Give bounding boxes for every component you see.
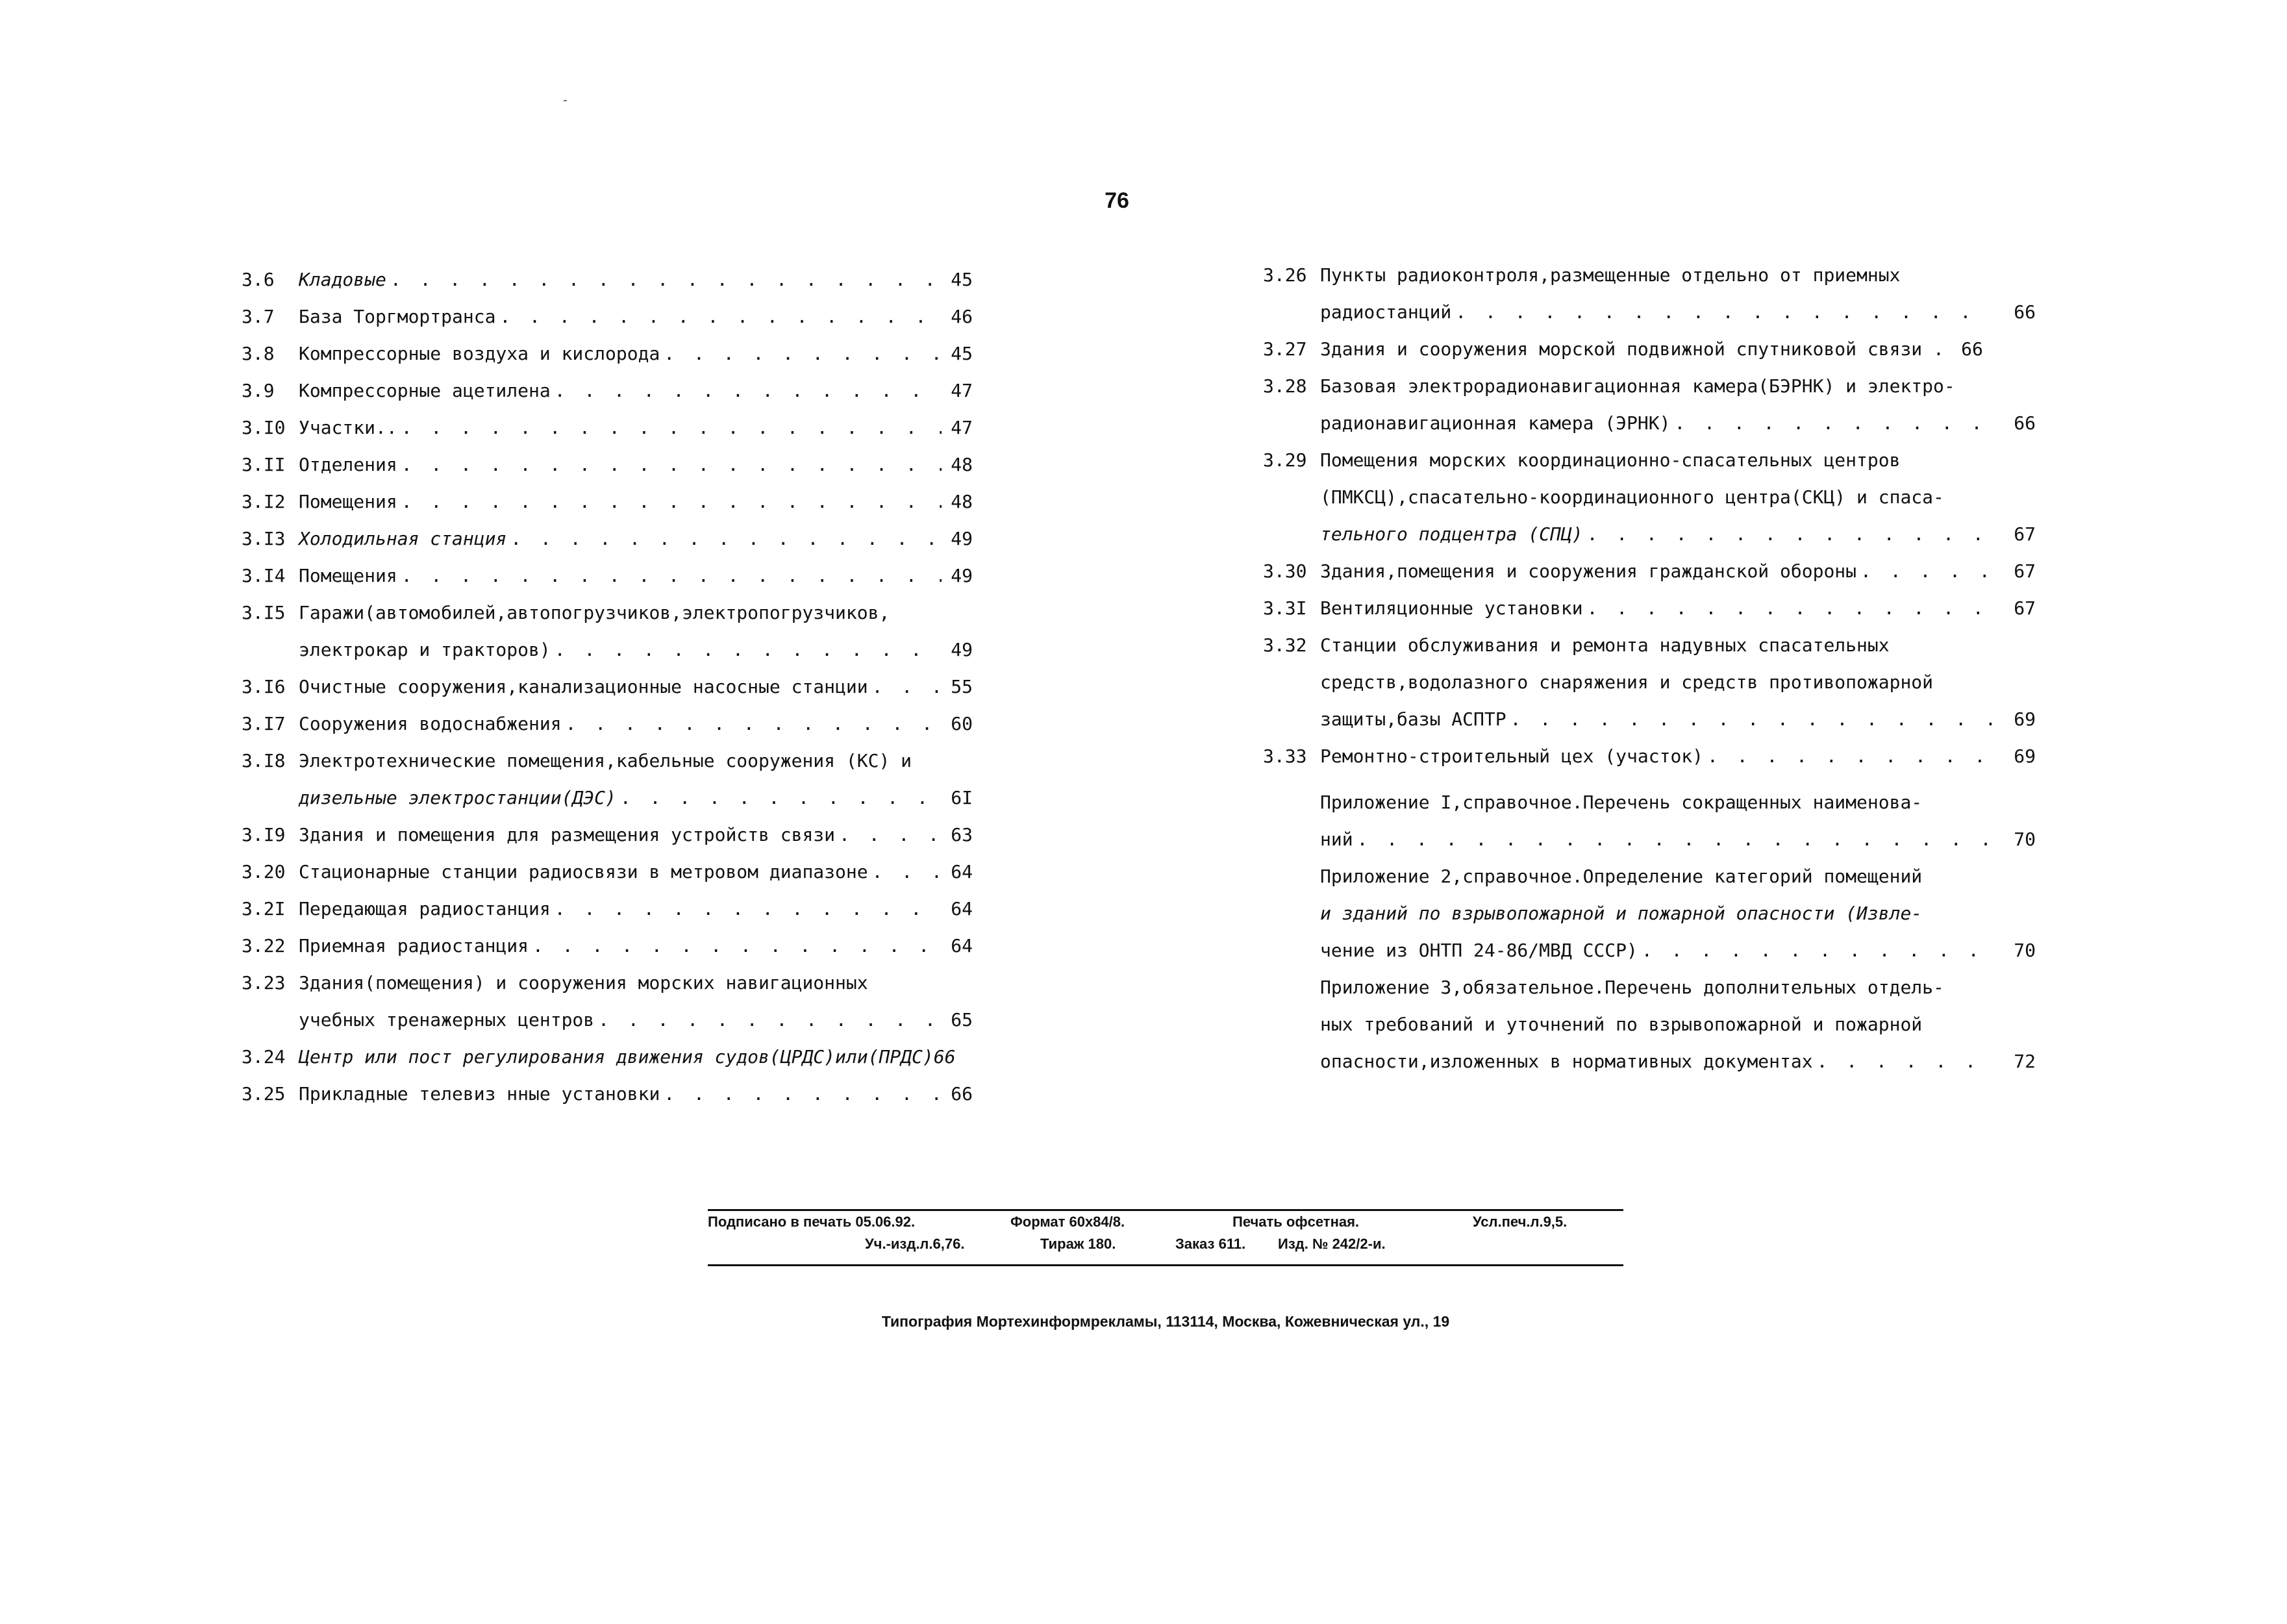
toc-section-number: 3.II [242,454,286,475]
toc-page-number: 70 [2014,940,2036,961]
toc-entry-title: опасности,изложенных в нормативных документах [1320,1051,1813,1072]
toc-entry [242,890,973,927]
toc-line [1320,331,2036,368]
toc-line [1320,368,2036,405]
toc-line [299,409,973,446]
toc-page-number: 45 [951,269,973,290]
toc-entry-body [1320,590,2036,627]
toc-entry-title: Помещения [299,491,397,512]
toc-entry-title: ных требований и уточнений по взрывопожарной и пожарной [1320,1014,1923,1035]
toc-entry-body [299,1075,973,1112]
toc-entry [242,520,973,557]
dot-leader [1357,821,1993,858]
toc-entry [242,446,973,483]
dot-leader [1674,405,1993,442]
toc-entry-body [299,446,973,483]
toc-entry-body [299,261,973,298]
toc-entry-title: Приложение 2,справочное.Определение категорий помещений [1320,866,1923,887]
toc-entry-title: (ПМКСЦ),спасательно-координационного центра(СКЦ) и спаса- [1320,486,1944,508]
toc-line [1320,256,2036,294]
toc-page-number: 46 [951,306,973,327]
dot-leader [664,1075,942,1112]
imprint-run: Тираж 180. [1040,1236,1116,1252]
toc-page-number: 64 [951,861,973,882]
imprint-block [708,1209,1623,1266]
toc-entry [1263,590,2036,627]
toc-entry-title: средств,водолазного снаряжения и средств противопожарной [1320,671,1934,693]
toc-entry-title: Здания(помещения) и сооружения морских навигационных [299,972,868,993]
toc-entry [242,1075,973,1112]
toc-entry-body [299,409,973,446]
toc-entry-body [299,742,973,816]
toc-page-number: 66 [2014,301,2036,323]
appendix-entry [1263,969,2036,1080]
toc-line [1320,895,2036,932]
toc-section-number: 3.24 [242,1046,286,1068]
toc-line [1320,516,2036,553]
toc-line [299,964,973,1001]
toc-line [299,1001,973,1038]
toc-entry-body [299,335,973,372]
toc-section-number: 3.I0 [242,417,286,438]
dot-leader [664,335,942,372]
dot-leader [872,853,942,890]
dot-leader [1707,738,1993,775]
toc-page-number: 69 [2014,708,2036,730]
toc-line [299,594,973,631]
toc-section-number: 3.20 [242,861,286,882]
dot-leader [598,1001,942,1038]
toc-page-number: 66 [1961,338,1983,360]
toc-entry-title: дизельные электростанции(ДЭС) [299,787,616,808]
toc-entry [242,964,973,1038]
toc-entry-title: Участки.. [299,417,397,438]
toc-page-number: 47 [951,380,973,401]
toc-entry [242,1038,973,1075]
toc-line [299,890,973,927]
toc-entry-title: Ремонтно-строительный цех (участок) [1320,745,1704,767]
toc-entry-title: Кладовые [299,269,386,290]
imprint-bottom-rule [708,1264,1623,1266]
appendix-entry [1263,784,2036,858]
toc-line [299,298,973,335]
toc-entry-body [299,927,973,964]
toc-line [1320,479,2036,516]
imprint-order: Заказ 611. [1175,1236,1246,1252]
toc-entry-title: Здания,помещения и сооружения гражданской обороны [1320,560,1857,582]
toc-page-number: 49 [951,528,973,549]
toc-section-number: 3.6 [242,269,275,290]
toc-line [1320,858,2036,895]
toc-entry-body [299,483,973,520]
toc-page-number: 66 [951,1083,973,1105]
toc-entry [1263,256,2036,331]
toc-entry [242,742,973,816]
toc-section-number: 3.I3 [242,528,286,549]
toc-entry-title: Центр или пост регулирования движения судов(ЦРДС)или(ПРДС)66 [299,1046,956,1068]
imprint-row-2 [708,1233,1623,1255]
toc-page-number: 67 [2014,560,2036,582]
toc-line [1320,294,2036,331]
toc-page-number: 65 [951,1009,973,1031]
toc-entry [242,668,973,705]
toc-section-number: 3.8 [242,343,275,364]
toc-entry-title: чение из ОНТП 24-86/МВД СССР) [1320,940,1638,961]
toc-entry-title: Холодильная станция [299,528,507,549]
toc-page-number: 63 [951,824,973,845]
toc-section-number: 3.I9 [242,824,286,845]
toc-line [299,779,973,816]
toc-entry-body [1320,442,2036,553]
toc-entry-title: Приложение I,справочное.Перечень сокращенных наименова- [1320,792,1923,813]
dot-leader [499,298,942,335]
dot-leader [555,890,942,927]
toc-left-column [242,261,973,1112]
toc-entry [242,335,973,372]
toc-entry-body [299,372,973,409]
toc-entry-body [1320,368,2036,442]
toc-section-number: 3.22 [242,935,286,956]
toc-entry-title: Компрессорные воздуха и кислорода [299,343,660,364]
toc-page-number: 6I [951,787,973,808]
toc-line [299,705,973,742]
toc-entry [1263,627,2036,738]
imprint-edition: Изд. № 242/2-и. [1278,1236,1386,1252]
toc-line [1320,590,2036,627]
toc-entry [242,261,973,298]
toc-line [299,372,973,409]
toc-entry-body [1320,331,2036,368]
dot-leader [1817,1043,1993,1080]
dot-leader [1860,553,1993,590]
toc-entry [242,927,973,964]
dot-leader [555,631,942,668]
toc-entry-title: и зданий по взрывопожарной и пожарной опасности (Извле- [1320,903,1923,924]
toc-section-number: 3.30 [1263,560,1307,582]
toc-entry-title: Электротехнические помещения,кабельные сооружения (КС) и [299,750,912,771]
toc-line [1320,442,2036,479]
toc-line [299,557,973,594]
toc-entry-body [299,520,973,557]
toc-right-column [1263,256,2036,1080]
dot-leader [1455,294,1993,331]
toc-entry-body [299,594,973,668]
toc-entry [1263,331,2036,368]
dot-leader [532,927,942,964]
toc-section-number: 3.33 [1263,745,1307,767]
toc-line [1320,627,2036,664]
toc-entry-body [299,1038,973,1075]
page-number: 76 [1105,188,1129,213]
toc-entry-title: База Торгмортранса [299,306,496,327]
toc-entry-body [1320,627,2036,738]
appendix-entry [1263,858,2036,969]
toc-entry [242,594,973,668]
toc-section-number: 3.32 [1263,634,1307,656]
dot-leader [390,261,942,298]
toc-entry-body [299,890,973,927]
toc-entry [242,816,973,853]
imprint-pub-sheets: Уч.-изд.л.6,76. [865,1236,965,1252]
dot-leader [510,520,942,557]
toc-line [1320,969,2036,1006]
toc-section-number: 3.I5 [242,602,286,623]
toc-entry-title: Станции обслуживания и ремонта надувных спасательных [1320,634,1890,656]
toc-entry-body [299,853,973,890]
scan-speck [564,100,567,101]
toc-line [1320,405,2036,442]
toc-entry-body [299,668,973,705]
toc-entry [242,409,973,446]
toc-page-number: 55 [951,676,973,697]
toc-line [1320,701,2036,738]
toc-section-number: 3.28 [1263,375,1307,397]
toc-line [299,816,973,853]
toc-entry-body [299,964,973,1038]
toc-section-number: 3.3I [1263,597,1307,619]
toc-entry-body [1320,738,2036,775]
toc-line [299,335,973,372]
toc-line [1320,664,2036,701]
toc-entry [1263,553,2036,590]
toc-entry-title: радиостанций [1320,301,1452,323]
toc-line [1320,821,2036,858]
toc-section-number: 3.I8 [242,750,286,771]
toc-page-number: 45 [951,343,973,364]
imprint-printing: Печать офсетная. [1232,1214,1360,1230]
toc-section-number: 3.23 [242,972,286,993]
toc-entry-body [1320,256,2036,331]
toc-page-number: 64 [951,898,973,919]
toc-entry-title: Стационарные станции радиосвязи в метровом диапазоне [299,861,868,882]
toc-entry-title: Вентиляционные установки [1320,597,1583,619]
appendix-list [1263,784,2036,1080]
toc-line [299,1038,973,1075]
toc-section-number: 3.I2 [242,491,286,512]
toc-line [299,446,973,483]
dot-leader [1510,701,1993,738]
toc-entry [1263,368,2036,442]
imprint-signed: Подписано в печать 05.06.92. [708,1214,916,1230]
toc-section-number: 3.I4 [242,565,286,586]
printer-line: Типография Мортехинформрекламы, 113114, Москва, Кожевническая ул., 19 [881,1313,1450,1330]
toc-page-number: 66 [2014,412,2036,434]
dot-leader [620,779,942,816]
toc-line [1320,1006,2036,1043]
toc-section-number: 3.27 [1263,338,1307,360]
toc-entry [242,372,973,409]
toc-entry [1263,442,2036,553]
toc-line [299,261,973,298]
toc-section-number: 3.I6 [242,676,286,697]
toc-line [1320,932,2036,969]
toc-page-number: 70 [2014,829,2036,850]
toc-entry-title: Здания и помещения для размещения устройств связи [299,824,836,845]
toc-entry-title: Пункты радиоконтроля,размещенные отдельно от приемных [1320,264,1901,286]
toc-entry-body [299,816,973,853]
toc-line [299,927,973,964]
dot-leader [1587,590,1993,627]
imprint-sheets: Усл.печ.л.9,5. [1473,1214,1568,1230]
toc-line [1320,738,2036,775]
toc-page-number: 69 [2014,745,2036,767]
toc-section-number: 3.7 [242,306,275,327]
toc-entry-title: тельного подцентра (СПЦ) [1320,523,1583,545]
dot-leader [566,705,942,742]
toc-page-number: 48 [951,454,973,475]
toc-entry-title: Гаражи(автомобилей,автопогрузчиков,электропогрузчиков, [299,602,890,623]
toc-entry-title: ний [1320,829,1353,850]
imprint-format: Формат 60х84/8. [1010,1214,1125,1230]
toc-line [1320,1043,2036,1080]
toc-entry-title: Отделения [299,454,397,475]
toc-section-number: 3.25 [242,1083,286,1105]
toc-entry [242,705,973,742]
toc-section-number: 3.29 [1263,449,1307,471]
toc-section-number: 3.I7 [242,713,286,734]
toc-line [299,1075,973,1112]
toc-section-number: 3.9 [242,380,275,401]
toc-page-number: 49 [951,639,973,660]
toc-entry-body [299,557,973,594]
toc-entry-title: Сооружения водоснабжения [299,713,562,734]
toc-entry-title: Помещения морских координационно-спасательных центров [1320,449,1901,471]
toc-entry-title: защиты,базы АСПТР [1320,708,1506,730]
toc-entry-title: Очистные сооружения,канализационные насосные станции [299,676,868,697]
toc-page-number: 67 [2014,597,2036,619]
dot-leader [401,483,942,520]
toc-entry-title: Базовая электрорадионавигационная камера(БЭРНК) и электро- [1320,375,1955,397]
dot-leader [872,668,942,705]
toc-entry [242,298,973,335]
toc-entry-title: Передающая радиостанция [299,898,551,919]
toc-page-number: 49 [951,565,973,586]
toc-entry [242,483,973,520]
toc-entry [242,557,973,594]
toc-section-number: 3.2I [242,898,286,919]
toc-right-entries [1263,256,2036,775]
dot-leader [555,372,942,409]
dot-leader [401,409,942,446]
toc-line [299,483,973,520]
toc-section-number: 3.26 [1263,264,1307,286]
toc-line [1320,784,2036,821]
toc-entry-title: учебных тренажерных центров [299,1009,595,1031]
toc-entry-title: Приемная радиостанция [299,935,529,956]
toc-line [299,631,973,668]
dot-leader [401,557,942,594]
toc-entry [242,853,973,890]
toc-entry-body [299,298,973,335]
toc-entry-title: Помещения [299,565,397,586]
toc-line [299,668,973,705]
toc-page-number: 48 [951,491,973,512]
imprint-row-1 [708,1211,1623,1233]
toc-page-number: 47 [951,417,973,438]
dot-leader [1587,516,1993,553]
dot-leader [1642,932,1993,969]
toc-entry-title: Компрессорные ацетилена [299,380,551,401]
toc-entry-body [1320,553,2036,590]
toc-entry-title: радионавигационная камера (ЭРНК) [1320,412,1671,434]
toc-line [299,742,973,779]
toc-line [299,520,973,557]
toc-entry [1263,738,2036,775]
toc-entry-body [299,705,973,742]
toc-entry-title: электрокар и тракторов) [299,639,551,660]
dot-leader [839,816,942,853]
toc-page-number: 64 [951,935,973,956]
toc-line [1320,553,2036,590]
toc-line [299,853,973,890]
toc-page-number: 72 [2014,1051,2036,1072]
dot-leader [401,446,942,483]
toc-entry-title: Здания и сооружения морской подвижной спутниковой связи . [1320,338,1944,360]
toc-entry-title: Прикладные телевиз нные установки [299,1083,660,1105]
toc-page-number: 67 [2014,523,2036,545]
toc-page-number: 60 [951,713,973,734]
toc-entry-title: Приложение 3,обязательное.Перечень дополнительных отдель- [1320,977,1944,998]
